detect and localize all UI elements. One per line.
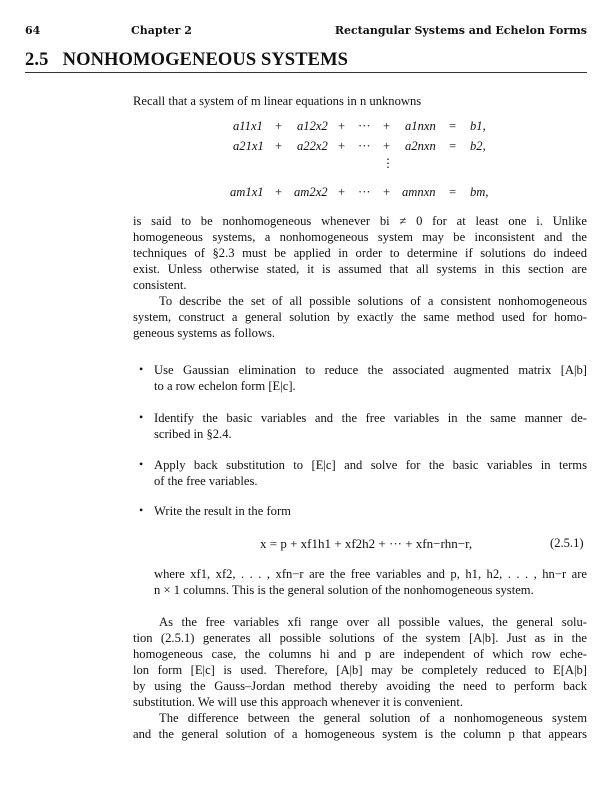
- paragraph-where: [154, 566, 587, 598]
- rhs: b1,: [470, 119, 486, 133]
- text-line: is said to be nonhomogeneous whenever bi ≠ 0 for at least one i. Unlike: [133, 214, 587, 228]
- text-line: As the free variables xfi range over all possible values, the general solu-: [159, 615, 587, 629]
- text-line: of the free variables.: [154, 474, 258, 488]
- text-line: To describe the set of all possible solutions of a consistent nonhomogeneous: [159, 294, 587, 308]
- term: am1x1: [230, 185, 264, 199]
- operator: +: [338, 119, 346, 133]
- term: a2nxn: [405, 139, 436, 153]
- equals: =: [449, 139, 457, 153]
- title-rule: [25, 72, 587, 73]
- operator: +: [275, 139, 283, 153]
- text-line: lon form [E|c] is used. Therefore, [A|b] may be completely reduced to E[A|b]: [133, 663, 587, 677]
- text-line: to a row echelon form [E|c].: [154, 379, 296, 393]
- text-line: n × 1 columns. This is the general solution of the nonhomogeneous system.: [154, 583, 534, 597]
- ellipsis: ···: [358, 139, 371, 153]
- text-line: Identify the basic variables and the free variables in the same manner de-: [154, 411, 587, 425]
- text-line: Apply back substitution to [E|c] and solve for the basic variables in terms: [154, 458, 587, 472]
- section-number: 2.5: [25, 50, 49, 70]
- paragraph-free-variables: [133, 614, 587, 710]
- text-line: where xf1, xf2, . . . , xfn−r are the free variables and p, h1, h2, . . . , hn−r are: [154, 567, 587, 581]
- text-line: Write the result in the form: [154, 504, 291, 518]
- text-line: system, construct a general solution by exactly the same method used for homo-: [133, 310, 587, 324]
- bullet-dot: •: [139, 503, 144, 517]
- operator: +: [275, 185, 283, 199]
- general-solution-formula: x = p + xf1h1 + xf2h2 + ··· + xfn−rhn−r,: [260, 536, 473, 551]
- text-line: substitution. We will use this approach whenever it is convenient.: [133, 695, 463, 709]
- bullet-item: [154, 362, 587, 394]
- rhs: bm,: [470, 185, 489, 199]
- ellipsis: ···: [358, 185, 371, 199]
- term: a22x2: [297, 139, 328, 153]
- term: a1nxn: [405, 119, 436, 133]
- bullet-dot: •: [139, 457, 144, 471]
- bullet-dot: •: [139, 410, 144, 424]
- operator: +: [275, 119, 283, 133]
- ellipsis: ···: [358, 119, 371, 133]
- chapter-label: Chapter 2: [131, 24, 192, 37]
- text-line: scribed in §2.4.: [154, 427, 232, 441]
- term: am2x2: [294, 185, 328, 199]
- text-line: homogeneous case, the columns hi and p are independent of which row eche-: [133, 647, 587, 661]
- paragraph-general-solution-method: [133, 293, 587, 341]
- text-line: and the general solution of a homogeneous system is the column p that appears: [133, 727, 587, 741]
- bullet-item: [154, 503, 587, 519]
- text-line: techniques of §2.3 must be applied in order to determine if solutions do indeed: [133, 246, 587, 260]
- text-line: Use Gaussian elimination to reduce the associated augmented matrix [A|b]: [154, 363, 587, 377]
- text-line: exist. Unless otherwise stated, it is assumed that all systems in this section are: [133, 262, 587, 276]
- bullet-item: [154, 410, 587, 442]
- rhs: b2,: [470, 139, 486, 153]
- text-line: The difference between the general solution of a nonhomogeneous system: [159, 711, 587, 725]
- equals: =: [449, 185, 457, 199]
- operator: +: [383, 185, 391, 199]
- text-line: homogeneous systems, a nonhomogeneous system may be inconsistent and the: [133, 230, 587, 244]
- chapter-title: Rectangular Systems and Echelon Forms: [334, 24, 587, 37]
- bullet-item: [154, 457, 587, 489]
- term: a11x1: [233, 119, 263, 133]
- text-line: geneous systems as follows.: [133, 326, 276, 340]
- vertical-dots: ⋮: [382, 156, 394, 170]
- equals: =: [449, 119, 457, 133]
- operator: +: [338, 139, 346, 153]
- intro-line: Recall that a system of m linear equations in n unknowns: [133, 94, 422, 108]
- section-title: [25, 50, 585, 71]
- operator: +: [338, 185, 346, 199]
- text-line: tion (2.5.1) generates all possible solutions of the system [A|b]. Just as in the: [133, 631, 587, 645]
- paragraph-difference: [133, 710, 587, 742]
- bullet-dot: •: [139, 362, 144, 376]
- operator: +: [383, 119, 391, 133]
- section-name: NONHOMOGENEOUS SYSTEMS: [62, 50, 349, 70]
- term: amnxn: [402, 185, 436, 199]
- term: a12x2: [297, 119, 328, 133]
- running-head: [25, 24, 587, 40]
- term: a21x1: [233, 139, 264, 153]
- text-line: consistent.: [133, 278, 187, 292]
- equation-number: (2.5.1): [550, 536, 584, 550]
- text-line: by using the Gauss–Jordan method thereby avoiding the need to perform back: [133, 679, 587, 693]
- operator: +: [383, 139, 391, 153]
- page-number: 64: [25, 24, 41, 37]
- paragraph-nonhomogeneous-definition: [133, 213, 587, 293]
